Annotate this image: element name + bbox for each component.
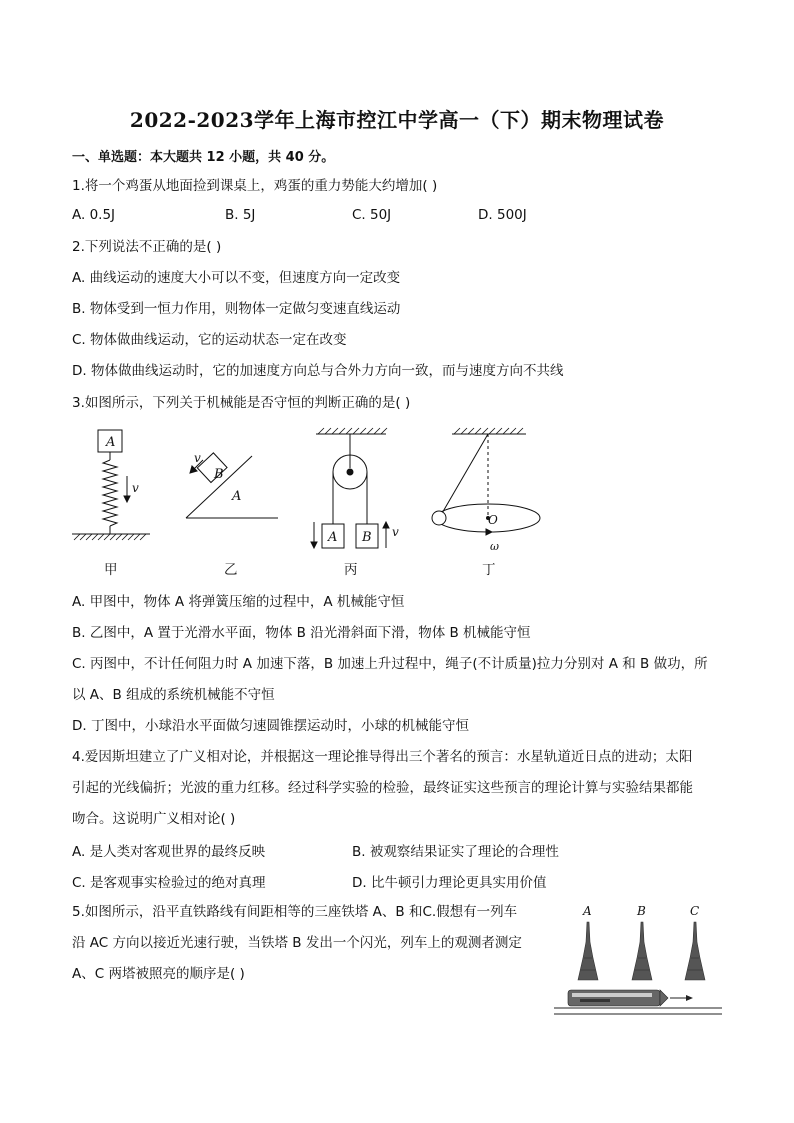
tower-c-icon xyxy=(685,922,705,980)
fig-bing-label-v: v xyxy=(392,525,399,539)
q5-stem-line-2: 沿 AC 方向以接近光速行驶，当铁塔 B 发出一个闪光，列车上的观测者测定 xyxy=(72,935,522,951)
figure-label-jia: 甲 xyxy=(104,562,118,578)
fig-bing-label-a: A xyxy=(328,530,338,545)
figure-bing xyxy=(311,428,399,548)
q2-option-a: A. 曲线运动的速度大小可以不变，但速度方向一定改变 xyxy=(72,270,401,286)
q5-figure xyxy=(550,898,730,1028)
q2-option-d: D. 物体做曲线运动时，它的加速度方向总与合外力方向一致，而与速度方向不共线 xyxy=(72,363,564,379)
q3-option-b: B. 乙图中，A 置于光滑水平面，物体 B 沿光滑斜面下滑，物体 B 机械能守恒 xyxy=(72,625,531,641)
figure-yi xyxy=(186,451,278,518)
q1-stem: 1.将一个鸡蛋从地面捡到课桌上，鸡蛋的重力势能大约增加( ) xyxy=(72,178,438,194)
fig-yi-label-b: B xyxy=(214,467,224,482)
q4-option-d: D. 比牛顿引力理论更具实用价值 xyxy=(352,875,547,891)
q4-stem-line-2: 引起的光线偏折；光波的重力红移。经过科学实验的检验，最终证实这些预言的理论计算与实验结果都能 xyxy=(72,780,693,796)
q5-stem-line-3: A、C 两塔被照亮的顺序是( ) xyxy=(72,966,245,982)
q4-option-b: B. 被观察结果证实了理论的合理性 xyxy=(352,844,559,860)
fig-yi-label-a: A xyxy=(232,489,242,504)
q1-option-c: C. 50J xyxy=(352,207,392,223)
q3-option-c-cont: 以 A、B 组成的系统机械能不守恒 xyxy=(72,687,275,703)
q4-option-c: C. 是客观事实检验过的绝对真理 xyxy=(72,875,266,891)
fig-jia-label-v: v xyxy=(132,481,139,495)
fig-jia-label-a: A xyxy=(106,435,116,450)
section-heading: 一、单选题：本大题共 12 小题，共 40 分。 xyxy=(72,150,335,165)
figure-label-bing: 丙 xyxy=(344,562,358,578)
q3-figure xyxy=(0,420,794,580)
q5-stem-line-1: 5.如图所示，沿平直铁路线有间距相等的三座铁塔 A、B 和C.假想有一列车 xyxy=(72,904,518,920)
tower-label-a: A xyxy=(583,904,592,918)
fig-yi-label-v: v xyxy=(194,451,201,465)
fig-ding-label-omega: ω xyxy=(490,540,499,553)
q2-option-c: C. 物体做曲线运动，它的运动状态一定在改变 xyxy=(72,332,347,348)
tower-a-icon xyxy=(578,922,598,980)
q4-stem-line-1: 4.爱因斯坦建立了广义相对论，并根据这一理论推导得出三个著名的预言：水星轨道近日点的进动；太阳 xyxy=(72,749,693,765)
q1-option-a: A. 0.5J xyxy=(72,207,116,223)
q3-stem: 3.如图所示，下列关于机械能是否守恒的判断正确的是( ) xyxy=(72,395,411,411)
q4-option-a: A. 是人类对客观世界的最终反映 xyxy=(72,844,266,860)
figure-jia xyxy=(72,430,150,540)
tower-label-c: C xyxy=(690,904,700,918)
q3-option-c: C. 丙图中，不计任何阻力时 A 加速下落，B 加速上升过程中，绳子(不计质量)拉力分别对 A 和 B 做功，所 xyxy=(72,656,708,672)
fig-bing-label-b: B xyxy=(362,530,372,545)
q3-option-a: A. 甲图中，物体 A 将弹簧压缩的过程中，A 机械能守恒 xyxy=(72,594,405,610)
train-icon xyxy=(568,990,668,1006)
q3-option-d: D. 丁图中，小球沿水平面做匀速圆锥摆运动时，小球的机械能守恒 xyxy=(72,718,469,734)
q1-option-b: B. 5J xyxy=(225,207,256,223)
page-title: 2022-2023学年上海市控江中学高一（下）期末物理试卷 xyxy=(129,108,665,132)
fig-ding-label-o: O xyxy=(488,513,498,527)
q4-stem-line-3: 吻合。这说明广义相对论( ) xyxy=(72,811,236,827)
q1-option-d: D. 500J xyxy=(478,207,527,223)
q2-option-b: B. 物体受到一恒力作用，则物体一定做匀变速直线运动 xyxy=(72,301,401,317)
tower-label-b: B xyxy=(637,904,646,918)
tower-b-icon xyxy=(632,922,652,980)
figure-ding xyxy=(432,428,540,553)
q2-stem: 2.下列说法不正确的是( ) xyxy=(72,239,222,255)
figure-label-ding: 丁 xyxy=(482,562,496,578)
figure-label-yi: 乙 xyxy=(224,562,238,578)
